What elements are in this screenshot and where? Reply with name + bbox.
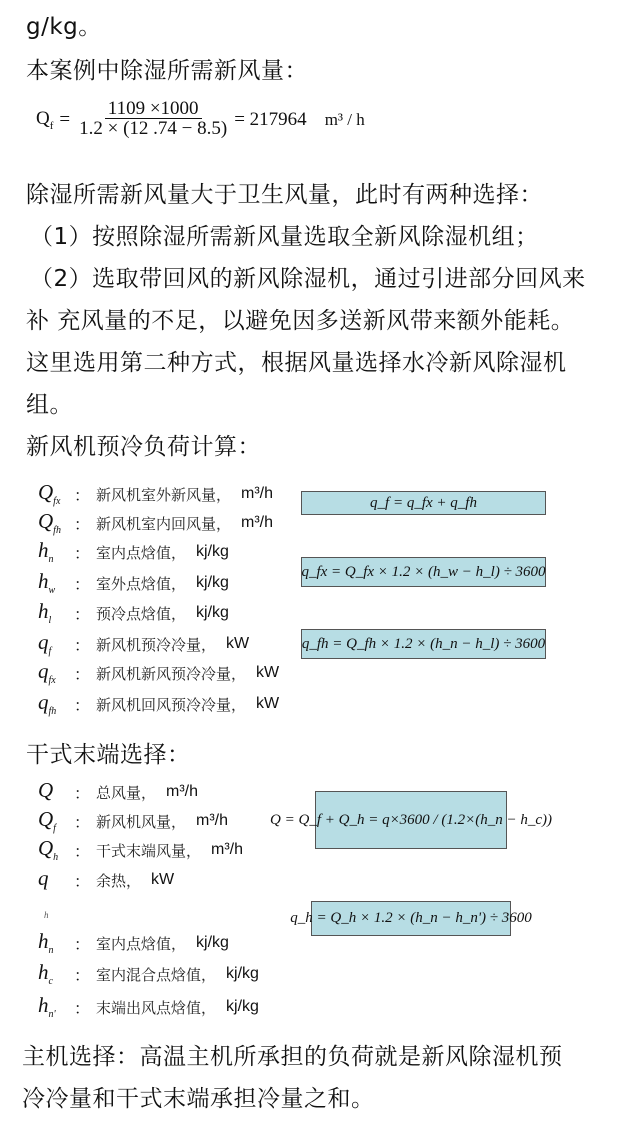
colon: ： bbox=[74, 934, 91, 954]
definition-symbol bbox=[38, 960, 74, 987]
definition-unit: kj/kg bbox=[196, 604, 229, 621]
definition-symbol bbox=[38, 836, 74, 863]
formula-lhs bbox=[36, 108, 53, 132]
definition-desc: 新风机新风预冷冷量， bbox=[96, 664, 247, 683]
selection-line-1: 这里选用第二种方式，根据风量选择水冷新风除湿机 bbox=[26, 350, 567, 376]
symbol-letter: q bbox=[38, 866, 49, 891]
definition-desc: 室外点焓值， bbox=[96, 574, 187, 593]
definition-desc: 新风机室外新风量， bbox=[96, 485, 232, 504]
definition-row bbox=[38, 601, 229, 625]
formula-box-total-airflow: Q = Q_f + Q_h = q×3600 / (1.2×(h_n − h_c)) bbox=[315, 791, 507, 849]
symbol-sub: w bbox=[48, 585, 56, 597]
definition-unit: m³/h bbox=[241, 514, 274, 531]
definition-row bbox=[38, 780, 198, 804]
definition-desc: 余热， bbox=[96, 871, 142, 890]
formula-unit: m³ / h bbox=[324, 109, 365, 129]
definition-unit: kW bbox=[256, 695, 280, 712]
definition-symbol bbox=[38, 630, 74, 657]
symbol-sub: n bbox=[48, 945, 54, 957]
definition-symbol bbox=[38, 690, 74, 717]
symbol-letter: h bbox=[38, 960, 49, 985]
host-line-1: 主机选择：高温主机所承担的负荷就是新风除湿机预 bbox=[22, 1044, 563, 1070]
definition-unit: kj/kg bbox=[226, 998, 259, 1015]
symbol-letter: Q bbox=[38, 509, 54, 534]
selection-line-2: 组。 bbox=[26, 392, 73, 418]
symbol-letter: q bbox=[38, 690, 49, 715]
definition-desc: 室内点焓值， bbox=[96, 934, 187, 953]
choice-option-2-line-1: （2）选取带回风的新风除湿机，通过引进部分回风来 bbox=[30, 266, 586, 292]
definition-desc: 室内点焓值， bbox=[96, 543, 187, 562]
symbol-letter: h bbox=[38, 538, 49, 563]
colon: ： bbox=[74, 695, 91, 715]
unit-tail-text: g/kg。 bbox=[26, 14, 102, 40]
symbol-sub: c bbox=[48, 976, 53, 988]
symbol-sub: f bbox=[48, 646, 52, 658]
symbol-letter: h bbox=[38, 929, 49, 954]
definition-symbol bbox=[38, 599, 74, 626]
definition-symbol bbox=[38, 659, 74, 686]
definition-desc: 总风量， bbox=[96, 783, 157, 802]
definition-row bbox=[38, 540, 229, 564]
definition-row bbox=[38, 511, 273, 535]
colon: ： bbox=[74, 998, 91, 1018]
definition-unit: kj/kg bbox=[196, 934, 229, 951]
definition-unit: kj/kg bbox=[196, 574, 229, 591]
definition-unit: m³/h bbox=[241, 485, 274, 502]
colon: ： bbox=[74, 664, 91, 684]
definition-unit: m³/h bbox=[166, 783, 199, 800]
definition-desc: 新风机预冷冷量， bbox=[96, 635, 217, 654]
colon: ： bbox=[74, 485, 91, 505]
definition-row bbox=[38, 995, 259, 1019]
definition-symbol bbox=[38, 993, 74, 1020]
formula-box-qfh: q_fh = Q_fh × 1.2 × (h_n − h_l) ÷ 3600 bbox=[301, 629, 546, 659]
symbol-sub: fx bbox=[48, 675, 56, 687]
definition-row bbox=[38, 931, 229, 955]
formula-lhs-symbol: Q bbox=[36, 107, 50, 129]
choice-option-2-line-2: 补 充风量的不足，以避免因多送新风带来额外能耗。 bbox=[26, 308, 575, 334]
definition-row bbox=[38, 692, 279, 716]
definition-symbol bbox=[38, 778, 74, 805]
formula-denominator: 1.2 × (12 .74 − 8.5) bbox=[79, 118, 228, 139]
stray-symbol: h bbox=[44, 910, 49, 920]
symbol-sub: h bbox=[53, 852, 59, 864]
colon: ： bbox=[74, 543, 91, 563]
symbol-sub: l bbox=[48, 615, 52, 627]
definition-symbol bbox=[38, 480, 74, 507]
definition-desc: 预冷点焓值， bbox=[96, 604, 187, 623]
formula-box-qf-sum: q_f = q_fx + q_fh bbox=[301, 491, 546, 515]
colon: ： bbox=[74, 871, 91, 891]
definition-row bbox=[38, 482, 273, 506]
choices-lead: 除湿所需新风量大于卫生风量，此时有两种选择： bbox=[26, 182, 543, 208]
symbol-sub: fh bbox=[53, 525, 61, 537]
colon: ： bbox=[74, 965, 91, 985]
definition-unit: kj/kg bbox=[196, 543, 229, 560]
terminal-heading: 干式末端选择： bbox=[26, 742, 191, 768]
formula-numerator: 1109 ×1000 bbox=[105, 100, 202, 119]
symbol-letter: Q bbox=[38, 836, 54, 861]
colon: ： bbox=[74, 841, 91, 861]
definition-desc: 干式末端风量， bbox=[96, 841, 202, 860]
choice-option-1: （1）按照除湿所需新风量选取全新风除湿机组； bbox=[30, 224, 539, 250]
definition-row bbox=[38, 632, 249, 656]
colon: ： bbox=[74, 812, 91, 832]
definition-desc: 新风机回风预冷冷量， bbox=[96, 695, 247, 714]
colon: ： bbox=[74, 514, 91, 534]
definition-row bbox=[38, 571, 229, 595]
definition-symbol bbox=[38, 866, 74, 893]
definition-row bbox=[38, 868, 174, 892]
dehumidification-airflow-formula bbox=[36, 100, 365, 139]
colon: ： bbox=[74, 783, 91, 803]
definition-desc: 室内混合点焓值， bbox=[96, 965, 217, 984]
symbol-letter: Q bbox=[38, 807, 54, 832]
definition-symbol bbox=[38, 929, 74, 956]
colon: ： bbox=[74, 635, 91, 655]
definition-symbol bbox=[38, 538, 74, 565]
definition-desc: 新风机风量， bbox=[96, 812, 187, 831]
definition-unit: m³/h bbox=[211, 841, 244, 858]
symbol-letter: h bbox=[38, 569, 49, 594]
definition-row bbox=[38, 962, 259, 986]
definition-symbol bbox=[38, 569, 74, 596]
definition-unit: kj/kg bbox=[226, 965, 259, 982]
formula-box-qfx: q_fx = Q_fx × 1.2 × (h_w − h_l) ÷ 3600 bbox=[301, 557, 546, 587]
case-heading: 本案例中除湿所需新风量： bbox=[26, 58, 308, 84]
definition-desc: 新风机室内回风量， bbox=[96, 514, 232, 533]
formula-result: = 217964 bbox=[234, 108, 307, 130]
symbol-letter: Q bbox=[38, 778, 54, 803]
symbol-letter: Q bbox=[38, 480, 54, 505]
symbol-sub: f bbox=[53, 823, 56, 835]
symbol-letter: h bbox=[38, 599, 49, 624]
symbol-letter: q bbox=[38, 659, 49, 684]
definition-unit: kW bbox=[151, 871, 175, 888]
host-line-2: 冷冷量和干式末端承担冷量之和。 bbox=[22, 1086, 375, 1112]
formula-fraction bbox=[76, 100, 230, 139]
symbol-letter: h bbox=[38, 993, 49, 1018]
definition-desc: 末端出风点焓值， bbox=[96, 998, 217, 1017]
symbol-sub: fh bbox=[48, 706, 57, 718]
definition-unit: m³/h bbox=[196, 812, 229, 829]
definition-unit: kW bbox=[256, 664, 280, 681]
symbol-sub: fx bbox=[53, 496, 61, 508]
symbol-sub: n bbox=[48, 554, 54, 566]
definition-row bbox=[38, 661, 279, 685]
colon: ： bbox=[74, 604, 91, 624]
precool-heading: 新风机预冷负荷计算： bbox=[26, 434, 261, 460]
formula-lhs-sub: f bbox=[49, 119, 54, 132]
symbol-letter: q bbox=[38, 630, 49, 655]
symbol-sub: n' bbox=[48, 1009, 56, 1021]
definition-symbol bbox=[38, 807, 74, 834]
definition-row bbox=[38, 809, 228, 833]
definition-symbol bbox=[38, 509, 74, 536]
formula-box-qh: q_h = Q_h × 1.2 × (h_n − h_n') ÷ 3600 bbox=[311, 901, 511, 936]
definition-unit: kW bbox=[226, 635, 250, 652]
equals-sign: = bbox=[59, 108, 71, 130]
definition-row bbox=[38, 838, 243, 862]
colon: ： bbox=[74, 574, 91, 594]
